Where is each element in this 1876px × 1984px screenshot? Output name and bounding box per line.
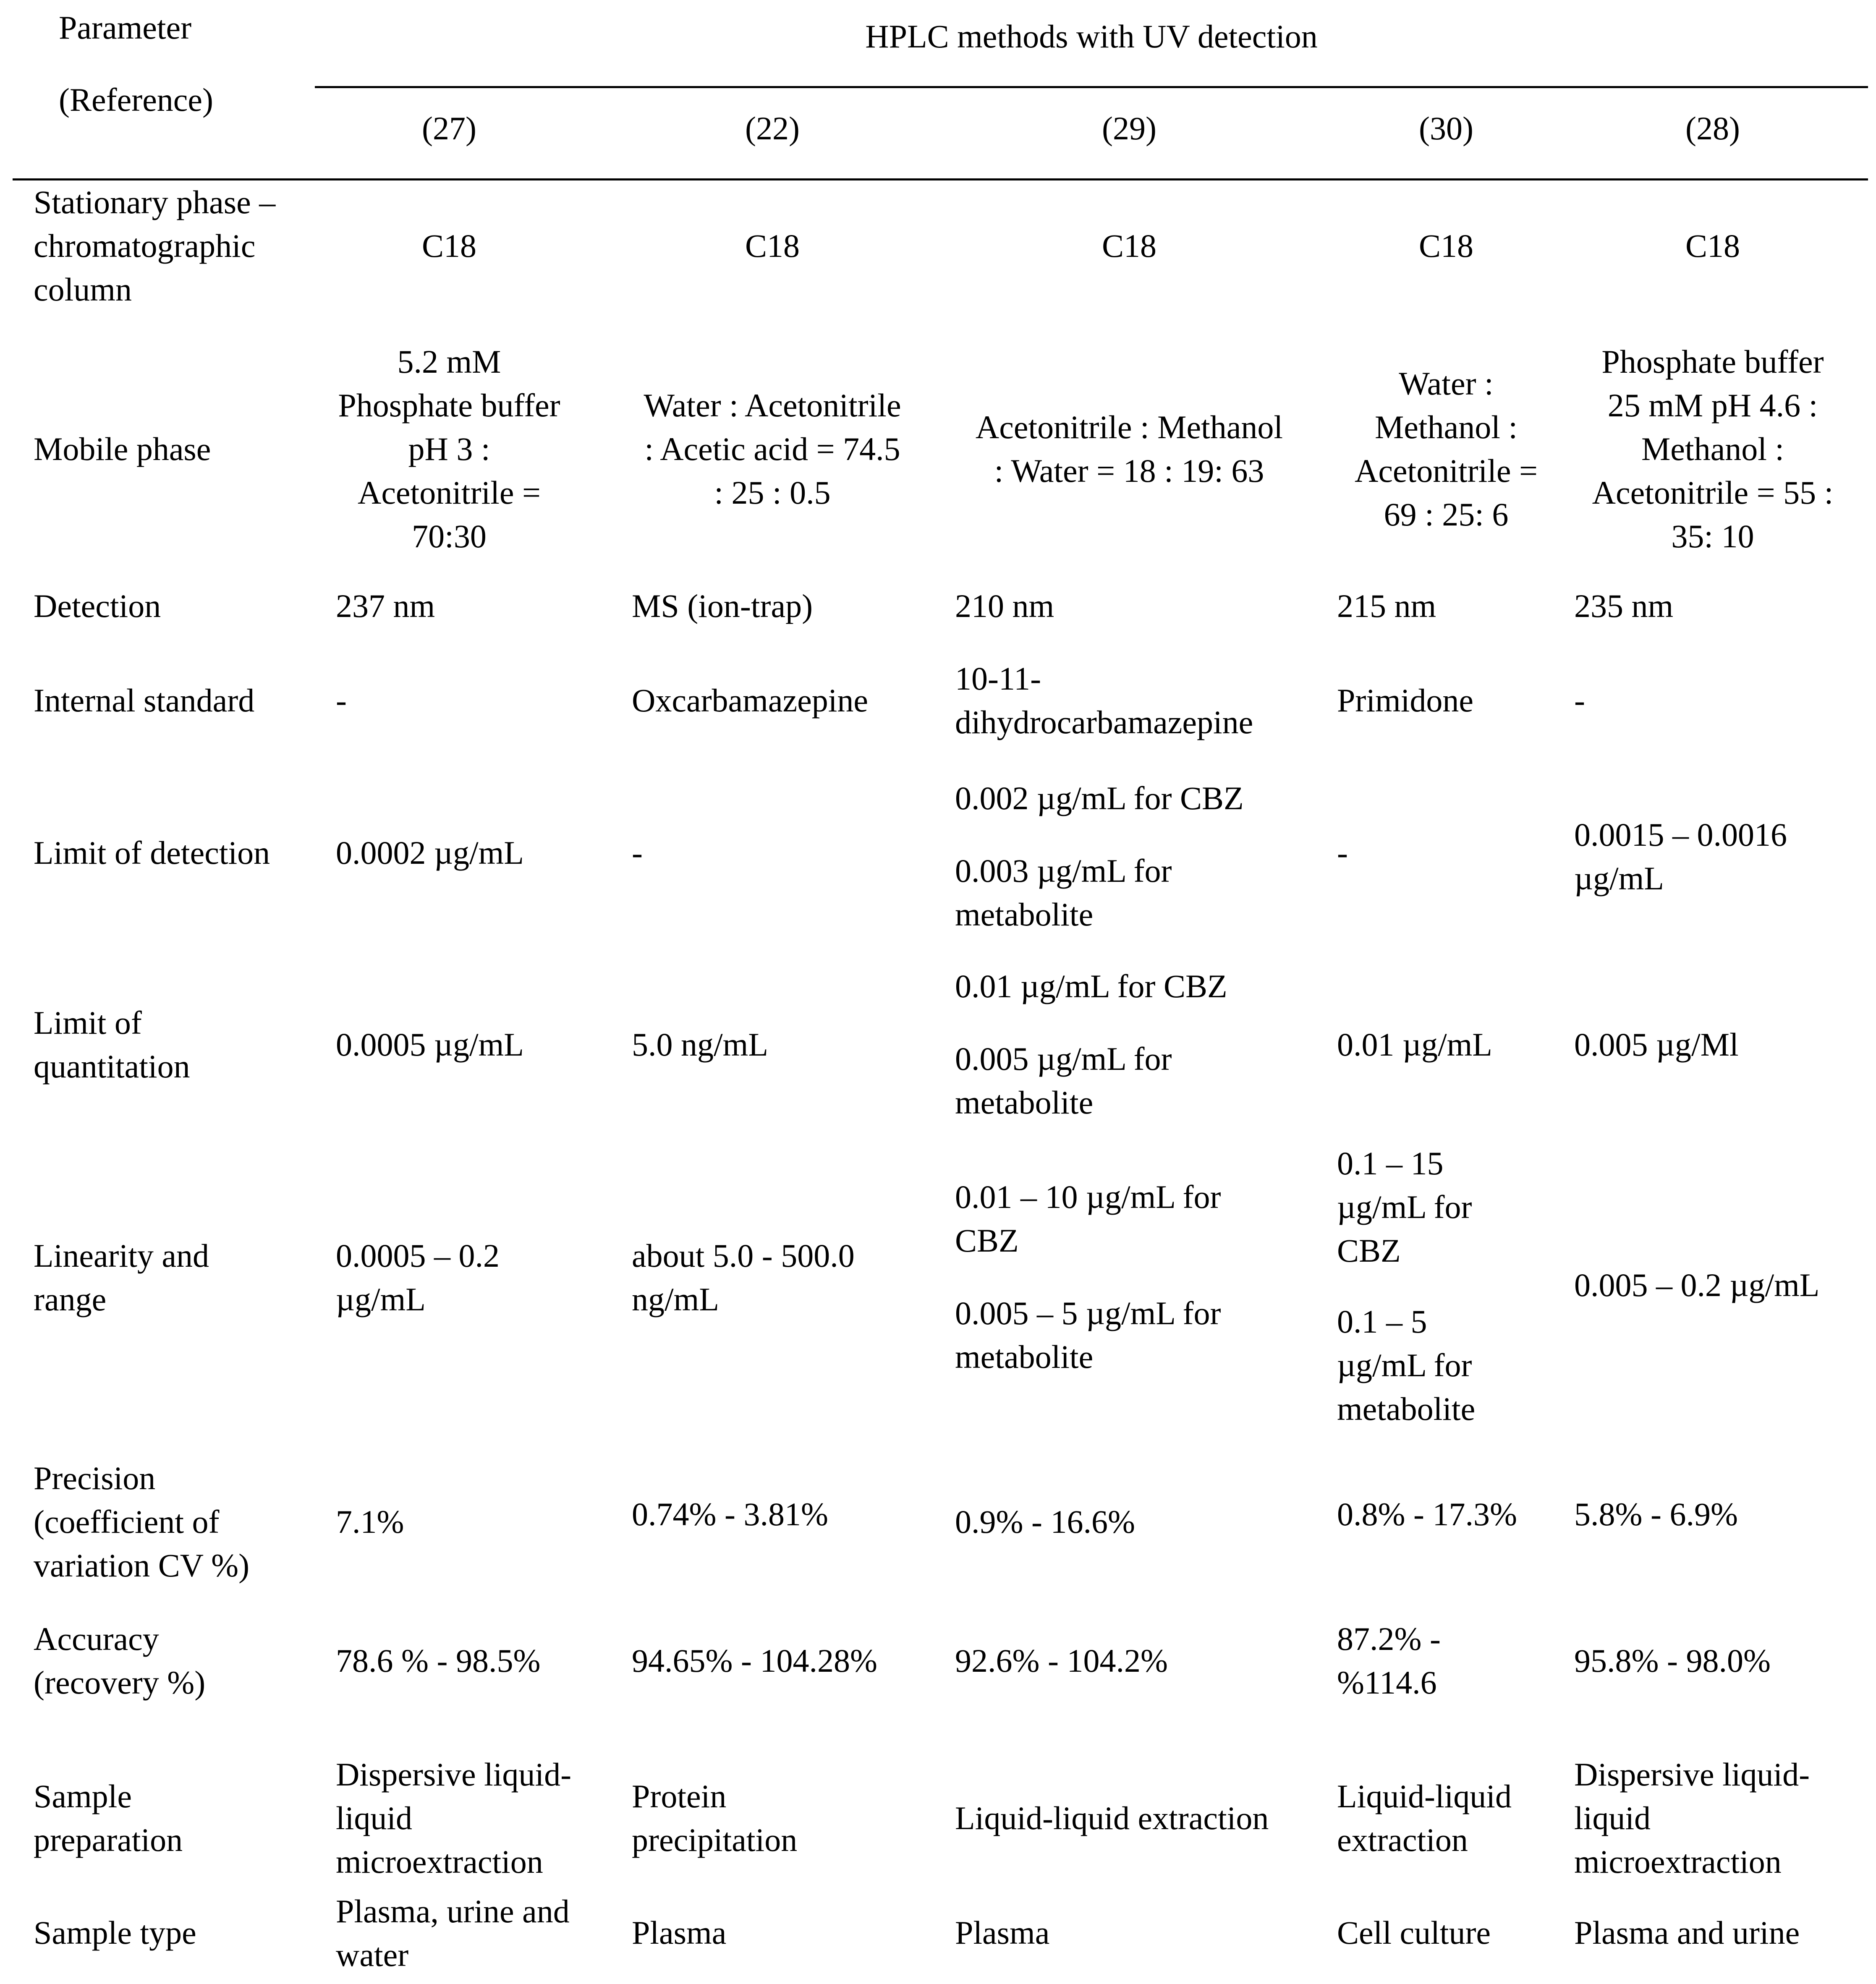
internal-col-1: - (336, 682, 347, 719)
prep-col-3: Liquid-liquid extraction (955, 1800, 1269, 1836)
row-label-linearity: Linearity and range (34, 1237, 209, 1317)
reference-header: (Reference) (59, 81, 214, 118)
internal-col-4: Primidone (1337, 682, 1473, 719)
precision-col-1: 7.1% (336, 1503, 404, 1540)
group-underline (315, 86, 1868, 88)
linearity-col-5: 0.005 – 0.2 µg/mL (1574, 1267, 1820, 1303)
linearity-col-3b: 0.005 – 5 µg/mL for metabolite (955, 1295, 1221, 1375)
row-label-sample-type: Sample type (34, 1914, 196, 1951)
lod-col-5: 0.0015 – 0.0016 µg/mL (1574, 816, 1787, 897)
detection-col-4: 215 nm (1337, 588, 1436, 624)
mobile-col-3: Acetonitrile : Methanol : Water = 18 : 19: 63 (975, 409, 1283, 489)
precision-col-5: 5.8% - 6.9% (1574, 1496, 1738, 1532)
ref-col-1: (27) (422, 110, 476, 146)
mobile-col-2: Water : Acetonitrile : Acetic acid = 74.5 : 25 : 0.5 (644, 387, 901, 511)
ref-col-2: (22) (745, 110, 800, 146)
accuracy-col-1: 78.6 % - 98.5% (336, 1642, 541, 1679)
mobile-col-1: 5.2 mM Phosphate buffer pH 3 : Acetonitrile = 70:30 (338, 343, 560, 554)
lod-col-4: - (1337, 834, 1348, 871)
stationary-col-3: C18 (1102, 227, 1157, 264)
loq-col-3b: 0.005 µg/mL for metabolite (955, 1040, 1172, 1121)
stationary-col-2: C18 (745, 227, 800, 264)
row-label-loq: Limit of quantitation (34, 1004, 190, 1085)
row-label-lod: Limit of detection (34, 834, 270, 871)
detection-col-2: MS (ion-trap) (632, 588, 813, 624)
ref-col-3: (29) (1102, 110, 1156, 146)
row-label-precision: Precision (coefficient of variation CV %) (34, 1460, 250, 1584)
precision-col-3: 0.9% - 16.6% (955, 1503, 1135, 1540)
linearity-col-4a: 0.1 – 15 µg/mL for CBZ (1337, 1145, 1472, 1269)
type-col-4: Cell culture (1337, 1914, 1491, 1951)
ref-col-4: (30) (1419, 110, 1473, 146)
internal-col-3: 10-11- dihydrocarbamazepine (955, 660, 1253, 740)
header-bottom-rule (13, 178, 1868, 180)
stationary-col-4: C18 (1418, 227, 1474, 264)
lod-col-1: 0.0002 µg/mL (336, 834, 524, 871)
group-title: HPLC methods with UV detection (865, 18, 1318, 55)
loq-col-1: 0.0005 µg/mL (336, 1026, 524, 1063)
accuracy-col-5: 95.8% - 98.0% (1574, 1642, 1771, 1679)
loq-col-5: 0.005 µg/Ml (1574, 1026, 1739, 1063)
detection-col-1: 237 nm (336, 588, 435, 624)
row-label-stationary: Stationary phase – chromatographic column (34, 184, 276, 308)
prep-col-4: Liquid-liquid extraction (1337, 1778, 1512, 1858)
type-col-3: Plasma (955, 1914, 1050, 1951)
row-label-accuracy: Accuracy (recovery %) (34, 1621, 206, 1701)
linearity-col-1: 0.0005 – 0.2 µg/mL (336, 1237, 500, 1317)
detection-col-3: 210 nm (955, 588, 1054, 624)
type-col-2: Plasma (632, 1914, 727, 1951)
prep-col-2: Protein precipitation (632, 1778, 798, 1858)
prep-col-1: Dispersive liquid- liquid microextraction (336, 1756, 572, 1880)
linearity-col-2: about 5.0 - 500.0 ng/mL (632, 1237, 855, 1317)
stationary-col-5: C18 (1685, 227, 1740, 264)
lod-col-2: - (632, 834, 643, 871)
precision-col-4: 0.8% - 17.3% (1337, 1496, 1517, 1532)
type-col-1: Plasma, urine and water (336, 1893, 570, 1973)
stationary-col-1: C18 (421, 227, 477, 264)
prep-col-5: Dispersive liquid- liquid microextraction (1574, 1756, 1810, 1880)
linearity-col-4b: 0.1 – 5 µg/mL for metabolite (1337, 1303, 1476, 1427)
param-header: Parameter (59, 9, 192, 46)
lod-col-3b: 0.003 µg/mL for metabolite (955, 852, 1172, 933)
type-col-5: Plasma and urine (1574, 1914, 1800, 1951)
mobile-col-5: Phosphate buffer 25 mM pH 4.6 : Methanol : Acetonitrile = 55 : 35: 10 (1592, 343, 1834, 554)
row-label-internal-standard: Internal standard (34, 682, 255, 719)
loq-col-3a: 0.01 µg/mL for CBZ (955, 968, 1227, 1004)
accuracy-col-4: 87.2% - %114.6 (1337, 1621, 1441, 1701)
accuracy-col-3: 92.6% - 104.2% (955, 1642, 1168, 1679)
internal-col-2: Oxcarbamazepine (632, 682, 868, 719)
row-label-sample-preparation: Sample preparation (34, 1778, 183, 1858)
loq-col-4: 0.01 µg/mL (1337, 1026, 1492, 1063)
row-label-mobile: Mobile phase (34, 431, 211, 467)
lod-col-3a: 0.002 µg/mL for CBZ (955, 780, 1244, 816)
internal-col-5: - (1574, 682, 1585, 719)
detection-col-5: 235 nm (1574, 588, 1674, 624)
accuracy-col-2: 94.65% - 104.28% (632, 1642, 877, 1679)
row-label-detection: Detection (34, 588, 161, 624)
loq-col-2: 5.0 ng/mL (632, 1026, 768, 1063)
ref-col-5: (28) (1685, 110, 1740, 146)
mobile-col-4: Water : Methanol : Acetonitrile = 69 : 25: 6 (1354, 365, 1538, 533)
linearity-col-3a: 0.01 – 10 µg/mL for CBZ (955, 1179, 1221, 1259)
precision-col-2: 0.74% - 3.81% (632, 1496, 828, 1532)
